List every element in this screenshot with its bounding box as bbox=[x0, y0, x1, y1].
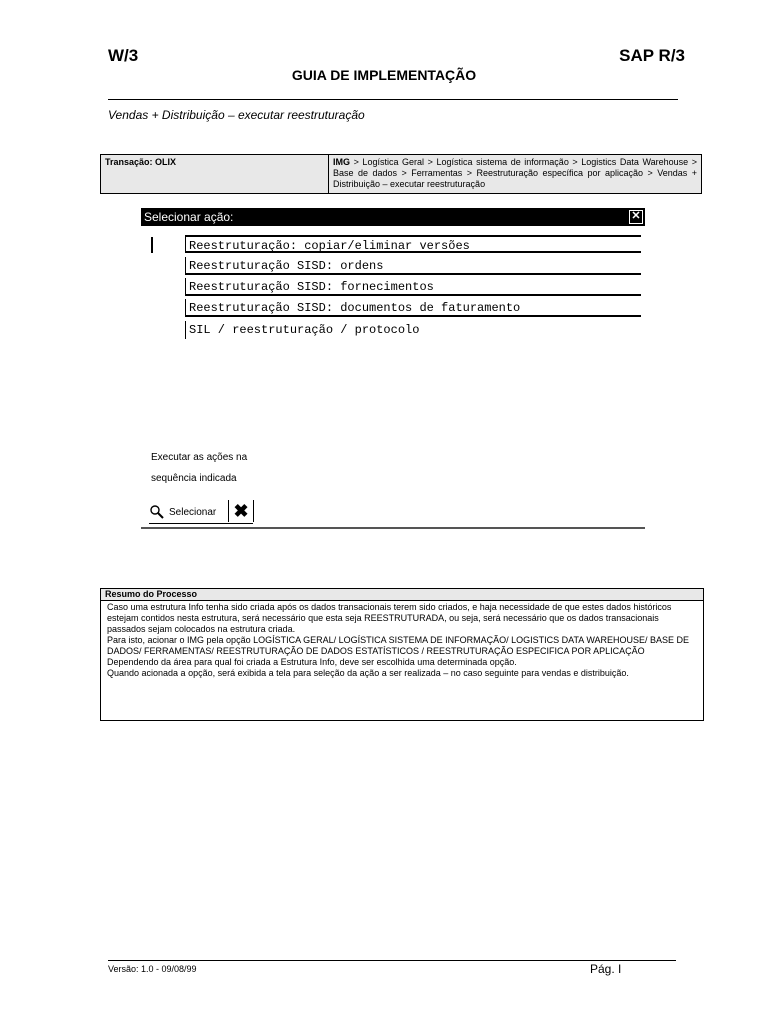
button-underline bbox=[149, 523, 253, 524]
summary-body bbox=[101, 601, 703, 679]
summary-heading: Resumo do Processo bbox=[101, 589, 703, 601]
dialog-titlebar bbox=[141, 208, 645, 226]
summary-box bbox=[100, 588, 704, 721]
transaction-box bbox=[100, 154, 702, 194]
option-sisd-deliveries[interactable]: Reestruturação SISD: fornecimentos bbox=[185, 278, 641, 296]
summary-paragraph-4: Quando acionada a opção, será exibida a tela para seleção da ação a ser realizada – no caso seguinte para vendas e distribuição. bbox=[107, 668, 629, 678]
menu-path-text: > Logística Geral > Logística sistema de informação > Logistics Data Warehouse > Base de dados > Ferramentas > Reestruturação específica por aplicação > Vendas + Distribuição – executar reestruturação bbox=[333, 157, 697, 189]
doc-title: GUIA DE IMPLEMENTAÇÃO bbox=[291, 67, 477, 83]
option-sisd-orders[interactable]: Reestruturação SISD: ordens bbox=[185, 257, 641, 275]
summary-paragraph-2: Para isto, acionar o IMG pela opção LOGÍSTICA GERAL/ LOGÍSTICA SISTEMA DE INFORMAÇÃO/ LOGISTICS DATA WAREHOUSE/ BASE DE DADOS/ FERRAMENTAS/ REESTRUTURAÇÃO DE DADOS ESTATÍSTICOS / REESTRUTURAÇÃO ESPECIFICA POR APLICAÇÃO bbox=[107, 635, 690, 656]
close-icon[interactable]: ✕ bbox=[629, 210, 643, 224]
page-number: Pág. I bbox=[590, 962, 622, 976]
version-label: Versão: 1.0 - 09/08/99 bbox=[108, 964, 197, 974]
footer-rule bbox=[108, 960, 676, 961]
instruction-line-2: sequência indicada bbox=[151, 473, 237, 484]
select-button-label: Selecionar bbox=[169, 506, 217, 518]
doc-header-left: W/3 bbox=[108, 46, 139, 65]
magnifier-icon bbox=[149, 504, 165, 520]
selection-cursor bbox=[151, 237, 153, 253]
select-button[interactable] bbox=[149, 502, 216, 522]
header-rule bbox=[108, 99, 678, 100]
menu-path-root: IMG bbox=[333, 157, 350, 167]
summary-paragraph-1: Caso uma estrutura Info tenha sido criada após os dados transacionais terem sido criados, e haja necessidade de que estes dados históricos estejam contidos nesta estrutura, será necessário que esta seja REESTRUTURADA, ou seja, será necessário que os dados transacionais passados sejam colocados na estrutura criada. bbox=[107, 602, 672, 634]
section-subtitle: Vendas + Distribuição – executar reestruturação bbox=[108, 108, 365, 122]
option-sisd-billing-docs[interactable]: Reestruturação SISD: documentos de faturamento bbox=[185, 299, 641, 317]
summary-paragraph-3: Dependendo da área para qual foi criada a Estrutura Info, deve ser escolhida uma determinada opção. bbox=[107, 657, 517, 667]
transaction-code: Transação: OLIX bbox=[101, 155, 329, 193]
option-sil-protocol[interactable]: SIL / reestruturação / protocolo bbox=[185, 321, 641, 339]
doc-header-right: SAP R/3 bbox=[619, 46, 685, 65]
option-copy-delete-versions[interactable]: Reestruturação: copiar/eliminar versões bbox=[185, 235, 641, 253]
dialog-bottom-border bbox=[141, 527, 645, 529]
dialog-title: Selecionar ação: bbox=[144, 210, 234, 224]
cancel-icon[interactable]: ✖ bbox=[228, 500, 254, 522]
instruction-line-1: Executar as ações na bbox=[151, 452, 248, 463]
menu-path bbox=[329, 155, 701, 193]
